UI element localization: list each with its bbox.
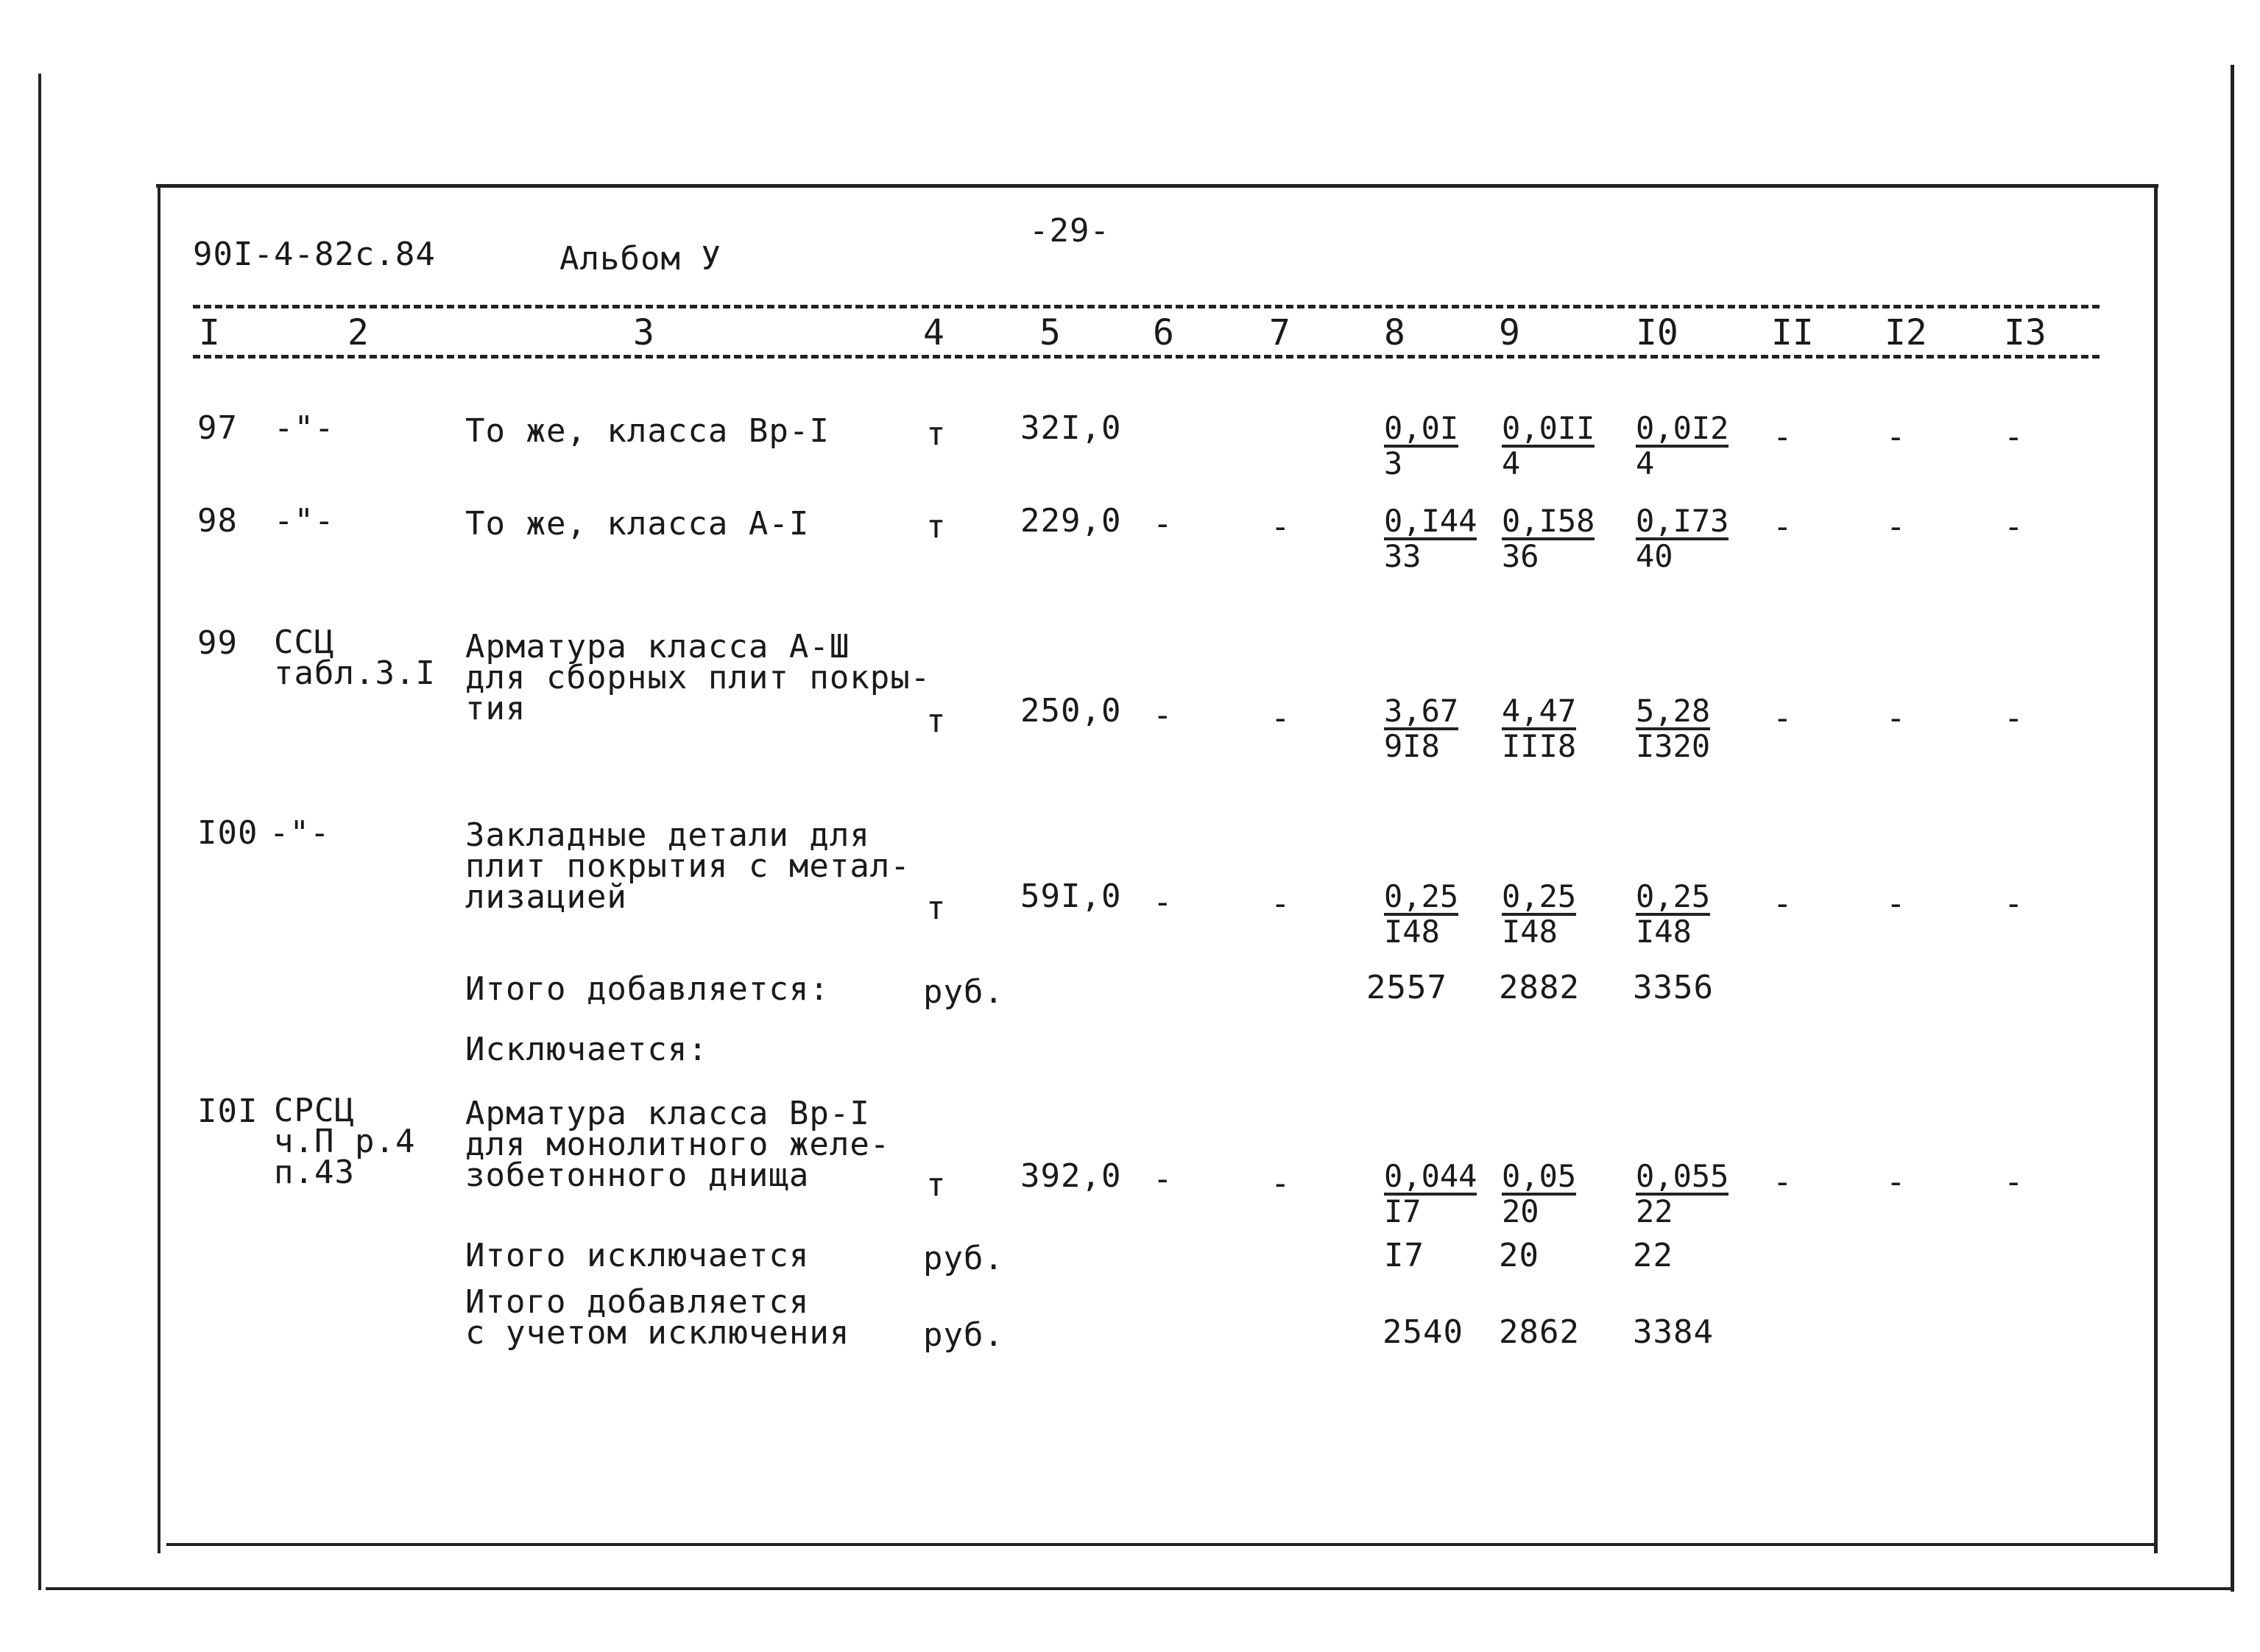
total-net-unit: руб. <box>923 1316 1004 1354</box>
col-header-13: I3 <box>2004 312 2047 353</box>
row-98-c8: $\frac{0,I44}{33}$ <box>1384 503 1477 574</box>
row-100-ref: -"- <box>269 814 331 852</box>
col-header-2: 2 <box>347 312 369 353</box>
row-98-price: 229,0 <box>1020 502 1122 540</box>
row-99-price: 250,0 <box>1020 692 1122 730</box>
album-label: Альбом У <box>559 240 721 278</box>
row-97-c8: $\frac{0,0I}{3}$ <box>1384 410 1459 481</box>
total-added-c10: 3356 <box>1633 969 1714 1006</box>
total-added-c9: 2882 <box>1499 969 1580 1006</box>
row-100-c11: - <box>1773 885 1793 922</box>
row-98-c9: $\frac{0,I58}{36}$ <box>1502 503 1595 574</box>
row-100-c12: - <box>1886 885 1907 922</box>
row-100-desc: Закладные детали для плит покрытия с метал- лизацией <box>465 816 911 916</box>
row-100-c8: $\frac{0,25}{I48}$ <box>1384 878 1459 950</box>
col-header-12: I2 <box>1885 312 1927 353</box>
frame-outer-right <box>2231 65 2234 1592</box>
row-99-c8: $\frac{3,67}{9I8}$ <box>1384 693 1459 764</box>
row-97-unit: т <box>926 415 947 453</box>
row-99-c12: - <box>1886 699 1907 737</box>
col-header-10: I0 <box>1636 312 1678 353</box>
col-header-9: 9 <box>1499 312 1520 353</box>
frame-inner-right <box>2154 184 2158 1553</box>
row-97-c9: $\frac{0,0II}{4}$ <box>1502 410 1595 481</box>
row-97-ref: -"- <box>274 409 335 447</box>
row-101-c10: $\frac{0,055}{22}$ <box>1636 1158 1729 1229</box>
total-excluded-label: Итого исключается <box>465 1237 810 1274</box>
row-101-desc: Арматура класса Вр-I для монолитного желе- зобетонного днища <box>465 1095 891 1194</box>
row-97-desc: То же, класса Вр-I <box>465 412 830 450</box>
total-excluded-c9: 20 <box>1499 1237 1539 1274</box>
row-99-unit: т <box>926 702 947 740</box>
row-100-price: 59I,0 <box>1020 878 1122 915</box>
header-dash-top <box>193 305 2100 308</box>
total-excluded-c8: I7 <box>1384 1237 1424 1274</box>
row-99-desc: Арматура класса А-Ш для сборных плит покры- тия <box>465 628 931 727</box>
frame-outer-bottom <box>46 1587 2231 1590</box>
row-100-c6: - <box>1153 883 1173 921</box>
row-100-c9: $\frac{0,25}{I48}$ <box>1502 878 1577 950</box>
row-98-c7: - <box>1271 508 1291 546</box>
total-net-c10: 3384 <box>1633 1313 1714 1351</box>
col-header-8: 8 <box>1384 312 1405 353</box>
frame-inner-top <box>156 184 2158 188</box>
page-number: -29- <box>1029 212 1110 250</box>
total-excluded-c10: 22 <box>1633 1237 1673 1274</box>
excluded-heading: Исключается: <box>465 1031 708 1068</box>
row-99-c11: - <box>1773 699 1793 737</box>
row-99-ref: ССЦ табл.3.I <box>274 624 436 692</box>
row-99-c13: - <box>2004 699 2024 737</box>
row-100-c7: - <box>1271 885 1291 922</box>
total-net-c8: 2540 <box>1383 1313 1463 1351</box>
row-100-c13: - <box>2004 885 2024 922</box>
row-98-c10: $\frac{0,I73}{40}$ <box>1636 503 1729 574</box>
row-101-c7: - <box>1271 1165 1291 1202</box>
total-added-c8: 2557 <box>1366 969 1447 1006</box>
row-98-c6: - <box>1153 505 1173 543</box>
row-101-num: I0I <box>197 1092 258 1130</box>
row-97-c10: $\frac{0,0I2}{4}$ <box>1636 410 1729 481</box>
document-code: 90I-4-82с.84 <box>193 236 436 273</box>
col-header-1: I <box>199 312 220 353</box>
row-101-unit: т <box>926 1166 947 1204</box>
row-97-c13: - <box>2004 418 2024 456</box>
col-header-3: 3 <box>633 312 654 353</box>
row-100-unit: т <box>926 889 947 927</box>
header-dash-bottom <box>193 355 2100 359</box>
row-101-ref: СРСЦ ч.П р.4 п.43 <box>274 1092 416 1191</box>
frame-outer-left <box>38 74 41 1590</box>
row-101-c8: $\frac{0,044}{I7}$ <box>1384 1158 1477 1229</box>
col-header-6: 6 <box>1153 312 1174 353</box>
row-97-c12: - <box>1886 418 1907 456</box>
row-98-unit: т <box>926 508 947 546</box>
row-101-price: 392,0 <box>1020 1157 1122 1195</box>
row-98-c12: - <box>1886 508 1907 546</box>
frame-inner-left <box>158 184 160 1553</box>
total-net-c9: 2862 <box>1499 1313 1580 1351</box>
row-101-c12: - <box>1886 1163 1907 1201</box>
row-98-desc: То же, класса А-I <box>465 505 810 543</box>
row-100-c10: $\frac{0,25}{I48}$ <box>1636 878 1711 950</box>
col-header-4: 4 <box>923 312 944 353</box>
row-98-ref: -"- <box>274 502 335 540</box>
row-99-c9: 4,47 III8 <box>1502 693 1577 764</box>
row-100-num: I00 <box>197 814 258 852</box>
row-99-c7: - <box>1271 699 1291 737</box>
total-added-label: Итого добавляется: <box>465 970 830 1008</box>
row-101-c11: - <box>1773 1163 1793 1201</box>
row-98-c11: - <box>1773 508 1793 546</box>
row-97-price: 32I,0 <box>1020 409 1122 447</box>
frame-inner-bottom <box>166 1543 2157 1546</box>
row-99-num: 99 <box>197 624 238 662</box>
row-97-c11: - <box>1773 418 1793 456</box>
col-header-7: 7 <box>1269 312 1290 353</box>
total-excluded-unit: руб. <box>923 1240 1004 1277</box>
row-99-c6: - <box>1153 696 1173 734</box>
row-101-c9: $\frac{0,05}{20}$ <box>1502 1158 1577 1229</box>
row-101-c6: - <box>1153 1160 1173 1198</box>
total-net-label: Итого добавляется с учетом исключения <box>465 1283 850 1352</box>
row-98-num: 98 <box>197 502 238 540</box>
row-101-c13: - <box>2004 1163 2024 1201</box>
row-99-c10: $\frac{5,28}{I320}$ <box>1636 693 1711 764</box>
col-header-11: II <box>1771 312 1814 353</box>
row-98-c13: - <box>2004 508 2024 546</box>
total-added-unit: руб. <box>923 973 1004 1011</box>
row-97-num: 97 <box>197 409 238 447</box>
col-header-5: 5 <box>1039 312 1061 353</box>
